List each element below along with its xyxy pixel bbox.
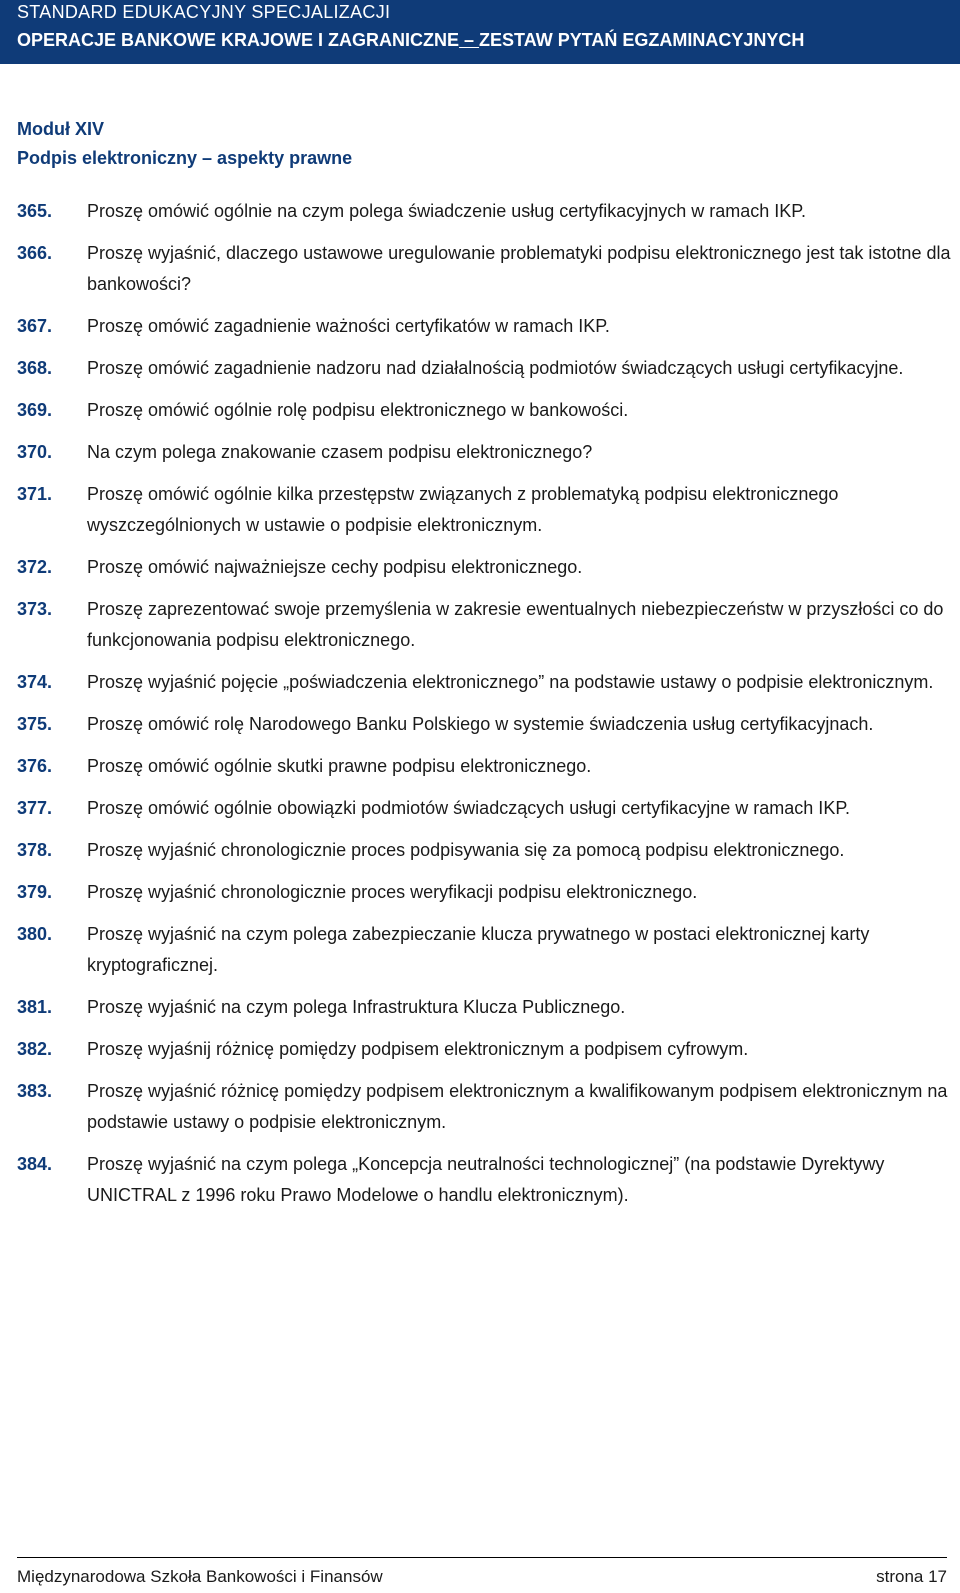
question-number: 375. [17,714,53,734]
question-text: Proszę omówić zagadnienie ważności certyfikatów w ramach IKP. [87,316,610,336]
question-list [17,196,957,1211]
module-label: Moduł XIV [17,119,104,139]
question-number: 379. [17,882,53,902]
question-number: 378. [17,840,53,860]
document-header [0,0,960,64]
question-item [17,395,957,426]
question-item [17,353,957,384]
question-item [17,992,957,1023]
question-item [17,793,957,824]
question-text: Proszę wyjaśnić chronologicznie proces weryfikacji podpisu elektronicznego. [87,882,698,902]
question-number: 381. [17,997,53,1017]
header-line2-part1: OPERACJE BANKOWE KRAJOWE I ZAGRANICZNE [17,30,460,50]
question-item [17,1034,957,1065]
header-line2-dash: – [459,30,480,50]
question-item [17,594,957,656]
question-number: 377. [17,798,53,818]
question-number: 365. [17,201,53,221]
question-number: 376. [17,756,53,776]
question-text: Proszę omówić najważniejsze cechy podpisu elektronicznego. [87,557,583,577]
question-number: 382. [17,1039,53,1059]
question-number: 369. [17,400,53,420]
question-text: Proszę wyjaśnić różnicę pomiędzy podpisem elektronicznym a kwalifikowanym podpisem elektronicznym na podstawie ustawy o podpisie elektronicznym. [87,1081,948,1132]
question-number: 372. [17,557,53,577]
question-text: Proszę omówić ogólnie na czym polega świadczenie usług certyfikacyjnych w ramach IKP. [87,201,806,221]
question-text: Proszę omówić ogólnie kilka przestępstw związanych z problematyką podpisu elektronicznego wyszczególnionych w ustawie o podpisie elektronicznym. [87,484,839,535]
question-number: 373. [17,599,53,619]
question-text: Proszę omówić ogólnie obowiązki podmiotów świadczących usługi certyfikacyjne w ramach IKP. [87,798,851,818]
question-text: Na czym polega znakowanie czasem podpisu elektronicznego? [87,442,593,462]
question-number: 371. [17,484,53,504]
question-text: Proszę omówić ogólnie skutki prawne podpisu elektronicznego. [87,756,592,776]
question-item [17,552,957,583]
question-number: 384. [17,1154,53,1174]
header-line1: STANDARD EDUKACYJNY SPECJALIZACJI [17,2,391,22]
question-number: 374. [17,672,53,692]
question-text: Proszę omówić rolę Narodowego Banku Polskiego w systemie świadczenia usług certyfikacyjnach. [87,714,874,734]
question-number: 370. [17,442,53,462]
question-number: 367. [17,316,53,336]
question-item [17,751,957,782]
question-item [17,877,957,908]
question-text: Proszę omówić ogólnie rolę podpisu elektronicznego w bankowości. [87,400,629,420]
question-number: 366. [17,243,53,263]
question-item [17,1076,957,1138]
question-item [17,311,957,342]
question-item [17,835,957,866]
module-heading [17,115,352,173]
question-text: Proszę wyjaśnić chronologicznie proces podpisywania się za pomocą podpisu elektronicznego. [87,840,845,860]
question-item [17,667,957,698]
question-item [17,479,957,541]
module-title: Podpis elektroniczny – aspekty prawne [17,148,353,168]
question-item [17,709,957,740]
header-line2 [17,30,804,51]
question-text: Proszę wyjaśnij różnicę pomiędzy podpisem elektronicznym a podpisem cyfrowym. [87,1039,749,1059]
question-number: 383. [17,1081,53,1101]
question-item [17,437,957,468]
question-item [17,196,957,227]
header-line2-part2: ZESTAW PYTAŃ EGZAMINACYJNYCH [479,30,805,50]
question-text: Proszę wyjaśnić na czym polega Infrastruktura Klucza Publicznego. [87,997,626,1017]
question-text: Proszę wyjaśnić na czym polega „Koncepcja neutralności technologicznej” (na podstawie Dyrektywy UNICTRAL z 1996 roku Prawo Modelowe o handlu elektronicznym). [87,1154,885,1205]
question-text: Proszę omówić zagadnienie nadzoru nad działalnością podmiotów świadczących usługi certyfikacyjne. [87,358,904,378]
question-text: Proszę wyjaśnić pojęcie „poświadczenia elektronicznego” na podstawie ustawy o podpisie elektronicznym. [87,672,934,692]
footer-page-number: strona 17 [876,1567,947,1586]
document-footer [17,1557,947,1590]
question-item [17,1149,957,1211]
question-text: Proszę wyjaśnić na czym polega zabezpieczanie klucza prywatnego w postaci elektronicznej karty kryptograficznej. [87,924,870,975]
question-number: 380. [17,924,53,944]
question-text: Proszę zaprezentować swoje przemyślenia w zakresie ewentualnych niebezpieczeństw w przyszłości co do funkcjonowania podpisu elektronicznego. [87,599,944,650]
footer-institution: Międzynarodowa Szkoła Bankowości i Finansów [17,1567,383,1586]
question-number: 368. [17,358,53,378]
question-item [17,238,957,300]
question-item [17,919,957,981]
question-text: Proszę wyjaśnić, dlaczego ustawowe uregulowanie problematyki podpisu elektronicznego jest tak istotne dla bankowości? [87,243,951,294]
